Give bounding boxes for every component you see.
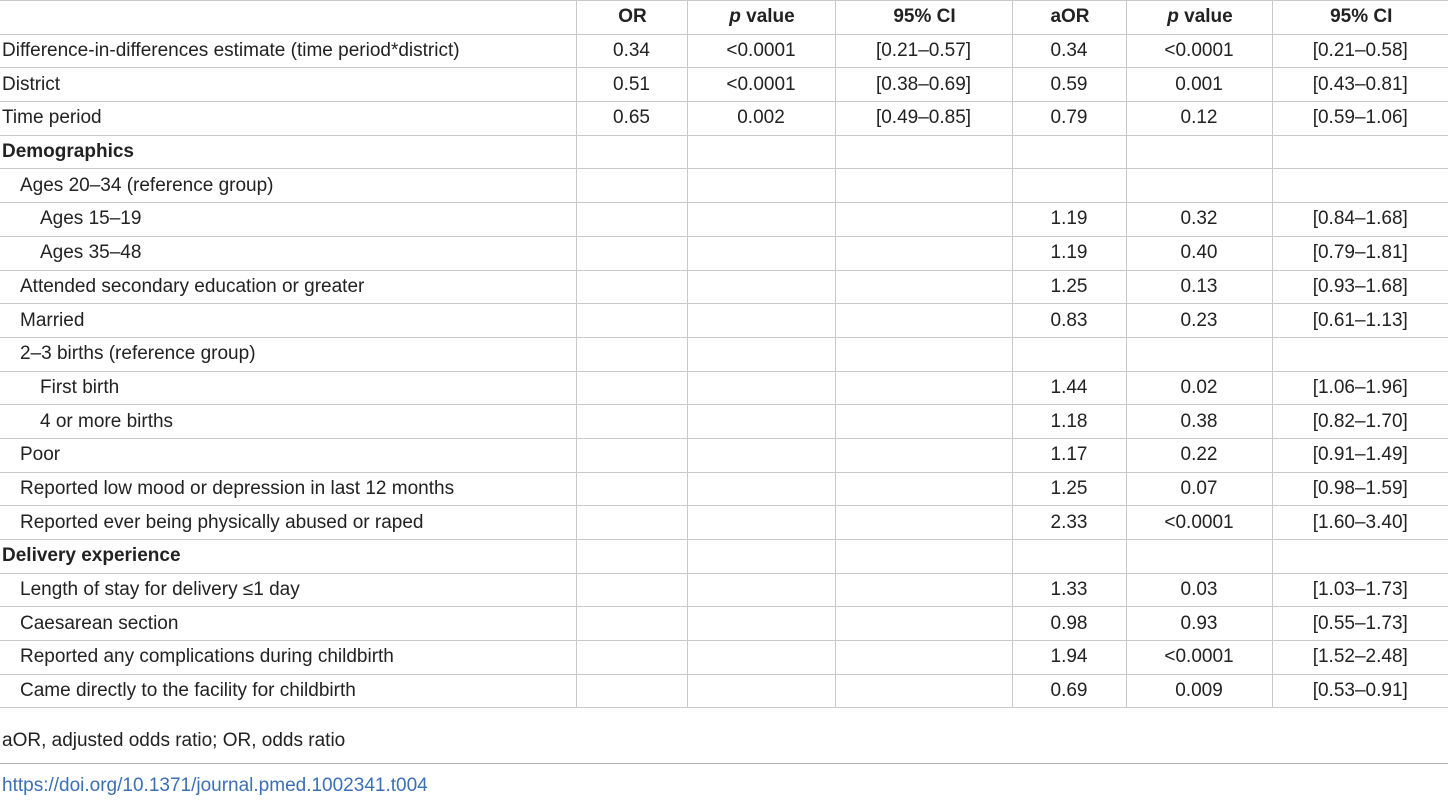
cell-or	[576, 304, 687, 338]
table-row	[0, 641, 1448, 675]
cell-or	[576, 438, 687, 472]
cell-ci-1	[835, 169, 1012, 203]
cell-ci-1	[835, 304, 1012, 338]
cell-p-value-1	[687, 674, 835, 708]
cell-ci-2: [0.98–1.59]	[1272, 472, 1448, 506]
cell-p-value-2: 0.93	[1126, 607, 1272, 641]
row-label: 2–3 births (reference group)	[0, 337, 576, 371]
cell-ci-2	[1272, 540, 1448, 574]
cell-aor: 0.83	[1012, 304, 1126, 338]
cell-or	[576, 203, 687, 237]
row-label: Reported ever being physically abused or raped	[0, 506, 576, 540]
cell-p-value-1: <0.0001	[687, 34, 835, 68]
cell-aor	[1012, 135, 1126, 169]
table-row	[0, 674, 1448, 708]
cell-aor	[1012, 540, 1126, 574]
cell-or	[576, 607, 687, 641]
cell-ci-1: [0.49–0.85]	[835, 102, 1012, 136]
cell-ci-2: [0.43–0.81]	[1272, 68, 1448, 102]
cell-or	[576, 540, 687, 574]
cell-ci-1	[835, 607, 1012, 641]
cell-aor: 1.33	[1012, 573, 1126, 607]
section-heading-delivery-experience: Delivery experience	[0, 540, 576, 574]
cell-ci-1	[835, 506, 1012, 540]
header-p-rest-2: value	[1178, 6, 1233, 28]
cell-aor	[1012, 169, 1126, 203]
cell-p-value-1	[687, 607, 835, 641]
cell-ci-1	[835, 203, 1012, 237]
row-label: 4 or more births	[0, 405, 576, 439]
row-label: Married	[0, 304, 576, 338]
table-row	[0, 405, 1448, 439]
cell-or	[576, 371, 687, 405]
row-label: First birth	[0, 371, 576, 405]
cell-ci-2: [1.03–1.73]	[1272, 573, 1448, 607]
header-ci-2: 95% CI	[1272, 1, 1448, 35]
cell-p-value-1: 0.002	[687, 102, 835, 136]
cell-ci-2	[1272, 169, 1448, 203]
footnote-divider	[0, 763, 1448, 764]
cell-p-value-1	[687, 304, 835, 338]
cell-aor: 1.44	[1012, 371, 1126, 405]
cell-ci-2: [0.84–1.68]	[1272, 203, 1448, 237]
cell-or: 0.51	[576, 68, 687, 102]
cell-p-value-2: 0.13	[1126, 270, 1272, 304]
cell-aor: 0.34	[1012, 34, 1126, 68]
cell-ci-1	[835, 540, 1012, 574]
cell-or: 0.34	[576, 34, 687, 68]
row-label: Attended secondary education or greater	[0, 270, 576, 304]
cell-p-value-1	[687, 337, 835, 371]
cell-p-value-1	[687, 236, 835, 270]
cell-aor: 0.59	[1012, 68, 1126, 102]
table-row	[0, 270, 1448, 304]
section-row	[0, 540, 1448, 574]
cell-or	[576, 674, 687, 708]
cell-or	[576, 169, 687, 203]
cell-p-value-2: 0.23	[1126, 304, 1272, 338]
cell-aor: 0.79	[1012, 102, 1126, 136]
section-row	[0, 135, 1448, 169]
cell-aor: 1.25	[1012, 472, 1126, 506]
cell-ci-1	[835, 641, 1012, 675]
cell-p-value-1	[687, 438, 835, 472]
cell-aor: 0.98	[1012, 607, 1126, 641]
header-or: OR	[576, 1, 687, 35]
cell-p-value-1	[687, 573, 835, 607]
cell-or	[576, 236, 687, 270]
cell-p-value-2: <0.0001	[1126, 506, 1272, 540]
cell-ci-2: [0.82–1.70]	[1272, 405, 1448, 439]
cell-p-value-1	[687, 135, 835, 169]
cell-p-value-2: 0.07	[1126, 472, 1272, 506]
cell-p-value-2: 0.03	[1126, 573, 1272, 607]
cell-p-value-1	[687, 203, 835, 237]
cell-ci-1	[835, 674, 1012, 708]
cell-ci-2: [0.55–1.73]	[1272, 607, 1448, 641]
header-p-value-1	[687, 1, 835, 35]
header-p-value-2	[1126, 1, 1272, 35]
header-p-rest-1: value	[740, 6, 795, 28]
cell-p-value-1	[687, 169, 835, 203]
cell-p-value-2	[1126, 337, 1272, 371]
cell-p-value-2: 0.12	[1126, 102, 1272, 136]
cell-ci-2	[1272, 135, 1448, 169]
cell-p-value-2: <0.0001	[1126, 34, 1272, 68]
cell-ci-1	[835, 270, 1012, 304]
header-p-italic-1: p	[729, 6, 741, 28]
table-row	[0, 506, 1448, 540]
table-row	[0, 236, 1448, 270]
cell-p-value-1	[687, 472, 835, 506]
cell-p-value-1	[687, 506, 835, 540]
cell-aor: 1.19	[1012, 203, 1126, 237]
table-row	[0, 304, 1448, 338]
cell-ci-2: [0.91–1.49]	[1272, 438, 1448, 472]
cell-ci-1	[835, 135, 1012, 169]
table-row	[0, 371, 1448, 405]
row-label: Reported any complications during childbirth	[0, 641, 576, 675]
cell-ci-2: [0.53–0.91]	[1272, 674, 1448, 708]
cell-ci-1: [0.38–0.69]	[835, 68, 1012, 102]
row-label: Came directly to the facility for childbirth	[0, 674, 576, 708]
table-row	[0, 472, 1448, 506]
table-row	[0, 573, 1448, 607]
cell-or	[576, 641, 687, 675]
table-row	[0, 607, 1448, 641]
section-heading-demographics: Demographics	[0, 135, 576, 169]
cell-or: 0.65	[576, 102, 687, 136]
row-label: Caesarean section	[0, 607, 576, 641]
cell-or	[576, 337, 687, 371]
header-p-italic-2: p	[1167, 6, 1179, 28]
cell-p-value-2: 0.009	[1126, 674, 1272, 708]
cell-p-value-1	[687, 270, 835, 304]
cell-p-value-2	[1126, 135, 1272, 169]
header-ci-1: 95% CI	[835, 1, 1012, 35]
cell-ci-2: [0.59–1.06]	[1272, 102, 1448, 136]
table-row	[0, 34, 1448, 68]
doi-link[interactable]: https://doi.org/10.1371/journal.pmed.1002341.t004	[2, 775, 428, 796]
cell-ci-2: [0.21–0.58]	[1272, 34, 1448, 68]
cell-aor: 2.33	[1012, 506, 1126, 540]
cell-ci-2: [0.79–1.81]	[1272, 236, 1448, 270]
cell-or	[576, 573, 687, 607]
table-footnote: aOR, adjusted odds ratio; OR, odds ratio	[2, 730, 346, 751]
cell-ci-1	[835, 472, 1012, 506]
cell-ci-2	[1272, 337, 1448, 371]
cell-p-value-2	[1126, 169, 1272, 203]
cell-or	[576, 472, 687, 506]
cell-p-value-2: <0.0001	[1126, 641, 1272, 675]
cell-ci-2: [1.60–3.40]	[1272, 506, 1448, 540]
row-label: District	[0, 68, 576, 102]
cell-p-value-2: 0.40	[1126, 236, 1272, 270]
row-label: Difference-in-differences estimate (time period*district)	[0, 34, 576, 68]
table-row	[0, 169, 1448, 203]
cell-p-value-2: 0.02	[1126, 371, 1272, 405]
cell-or	[576, 270, 687, 304]
cell-or	[576, 405, 687, 439]
cell-or	[576, 506, 687, 540]
table-row	[0, 102, 1448, 136]
row-label: Poor	[0, 438, 576, 472]
cell-ci-1	[835, 438, 1012, 472]
cell-p-value-1: <0.0001	[687, 68, 835, 102]
cell-ci-1	[835, 405, 1012, 439]
cell-aor	[1012, 337, 1126, 371]
cell-aor: 1.94	[1012, 641, 1126, 675]
table-row	[0, 337, 1448, 371]
cell-ci-2: [1.06–1.96]	[1272, 371, 1448, 405]
row-label: Ages 15–19	[0, 203, 576, 237]
cell-aor: 0.69	[1012, 674, 1126, 708]
table-row	[0, 68, 1448, 102]
cell-or	[576, 135, 687, 169]
cell-p-value-2: 0.001	[1126, 68, 1272, 102]
cell-p-value-1	[687, 371, 835, 405]
row-label: Length of stay for delivery ≤1 day	[0, 573, 576, 607]
cell-ci-2: [0.61–1.13]	[1272, 304, 1448, 338]
cell-p-value-1	[687, 540, 835, 574]
header-row	[0, 1, 1448, 35]
row-label: Ages 35–48	[0, 236, 576, 270]
header-aor: aOR	[1012, 1, 1126, 35]
cell-aor: 1.18	[1012, 405, 1126, 439]
cell-ci-1	[835, 573, 1012, 607]
header-label-cell	[0, 1, 576, 35]
table-row	[0, 203, 1448, 237]
cell-p-value-1	[687, 405, 835, 439]
row-label: Ages 20–34 (reference group)	[0, 169, 576, 203]
cell-p-value-2: 0.38	[1126, 405, 1272, 439]
row-label: Time period	[0, 102, 576, 136]
cell-aor: 1.25	[1012, 270, 1126, 304]
cell-ci-1	[835, 371, 1012, 405]
cell-p-value-2: 0.22	[1126, 438, 1272, 472]
row-label: Reported low mood or depression in last 12 months	[0, 472, 576, 506]
cell-ci-2: [1.52–2.48]	[1272, 641, 1448, 675]
cell-ci-1	[835, 337, 1012, 371]
cell-ci-1: [0.21–0.57]	[835, 34, 1012, 68]
cell-aor: 1.17	[1012, 438, 1126, 472]
cell-aor: 1.19	[1012, 236, 1126, 270]
cell-p-value-2: 0.32	[1126, 203, 1272, 237]
table-row	[0, 438, 1448, 472]
cell-ci-2: [0.93–1.68]	[1272, 270, 1448, 304]
cell-p-value-1	[687, 641, 835, 675]
cell-p-value-2	[1126, 540, 1272, 574]
cell-ci-1	[835, 236, 1012, 270]
